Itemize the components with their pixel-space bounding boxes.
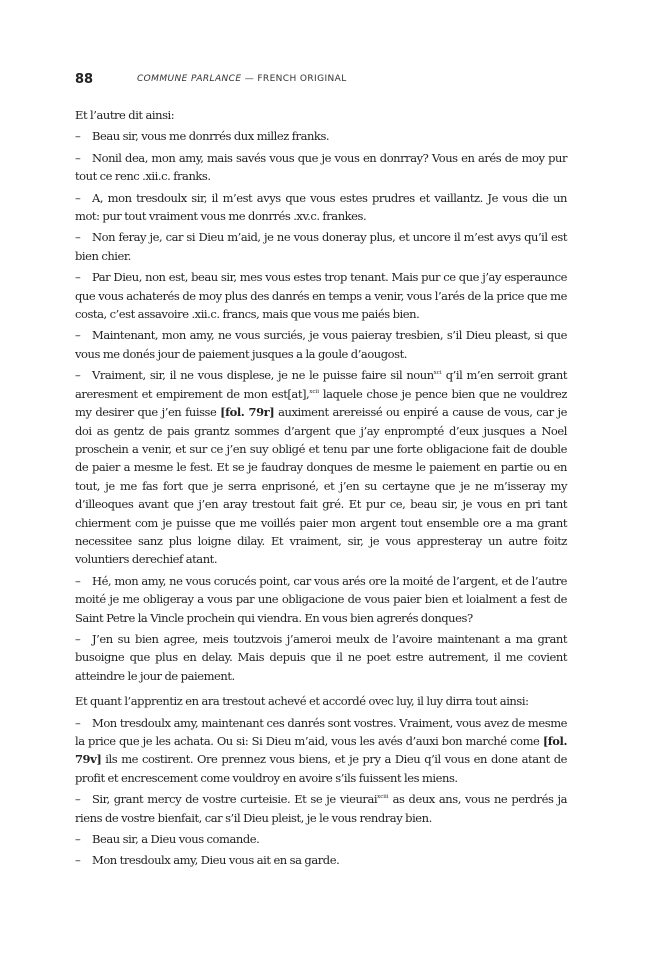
dialogue-dash: – [75, 230, 81, 245]
dialogue-line [75, 714, 567, 788]
dialogue-text: Hé, mon amy, ne vous corucés point, car vous arés ore la moité de l’argent, et de l’autre moité je me obligeray a vous par une obligacione de vous paier bien et loialment a fest de Saint Petre la Vincle prochein qui viendra. En vous bien agrerés donques? [75, 573, 567, 625]
dialogue-line [75, 127, 567, 145]
dialogue-text: auximent arereissé ou enpiré a cause de vous, car je doi as gentz de pais grantz sommes d’argent que j’ay enprompté d’eux jusques a Noel proschein a venir, et sur ce j’en suy obligé et tenu par une forte obligacione fait de double de paier a mesme le fest. Et se je faudray donques de mesme le paiement en partie ou en tout, je me fas fort que je serra enprisoné, et j’en su certayne que je ne m’isseray my d’illeoques avant que j’en aray trestout fait gré. Et pur ce, beau sir, je vous en pri tant chierment com je puisse que me voillés paier mon argent tout ensemble ore a ma grant necessitee sanz plus loigne dilay. Et vraiment, sir, je vous appresteray un autre foitz voluntiers derechief atant. [75, 405, 567, 567]
dialogue-text: Mon tresdoulx amy, Dieu vous ait en sa garde. [92, 853, 340, 868]
dialogue-line [75, 268, 567, 323]
dialogue-text: Mon tresdoulx amy, maintenant ces danrés sont vostres. Vraiment, vous avez de mesme la price que je les achata. Ou si: Si Dieu m’aid, vous les avés d’auxi bon marché come [75, 715, 567, 748]
dialogue-line [75, 572, 567, 627]
dialogue-text: Vraiment, sir, il ne vous displese, je ne le puisse faire sil noun [92, 368, 434, 383]
running-separator: — [241, 74, 258, 84]
dialogue-dash: – [75, 832, 81, 847]
dialogue-dash: – [75, 631, 81, 646]
dialogue-dash: – [75, 792, 81, 807]
folio-reference: [fol. 79r] [220, 405, 275, 420]
dialogue-text: Nonil dea, mon amy, mais savés vous que je vous en donrray? Vous en arés de moy pur tout ce renc .xii.c. franks. [75, 150, 567, 184]
page-number: 88 [75, 72, 94, 87]
dialogue-line [75, 149, 567, 186]
dialogue-line [75, 851, 567, 869]
dialogue-dash: – [75, 853, 81, 868]
dialogue-dash: – [75, 573, 81, 588]
running-head [137, 74, 347, 84]
dialogue-text: J’en su bien agree, meis toutzvois j’ameroi meulx de l’avoire maintenant a ma grant busoigne que plus en delay. Mais depuis que il ne poet estre autrement, il me covient atteindre le jour de paiement. [75, 631, 567, 683]
paragraph-text: Et l’autre dit ainsi: [75, 108, 175, 122]
dialogue-dash: – [75, 328, 81, 343]
dialogue-dash: – [75, 190, 81, 205]
dialogue-text: Sir, grant mercy de vostre curteisie. Et se je vieurai [92, 792, 378, 807]
dialogue-text: Beau sir, a Dieu vous comande. [92, 832, 260, 847]
dialogue-dash: – [75, 129, 81, 144]
dialogue-line [75, 790, 567, 827]
dialogue-text: Par Dieu, non est, beau sir, mes vous estes trop tenant. Mais pur ce que j’ay esperaunce que vous achaterés de moy plus des danrés en temps a venir, vous l’arés de la price que me costa, c’est assavoire .xii.c. francs, mais que vous me paiés bien. [75, 270, 567, 322]
narrative-paragraph [75, 106, 567, 124]
dialogue-line [75, 189, 567, 226]
dialogue-dash: – [75, 715, 81, 730]
footnote-marker: xcii [309, 388, 319, 395]
page-body [75, 106, 567, 873]
dialogue-text: laquele chose je pence bien que ne vouldrez my desirer que j’en fuisse [75, 386, 568, 420]
dialogue-text: Non feray je, car si Dieu m’aid, je ne vous doneray plus, et uncore il m’est avys qu’il est bien chier. [75, 230, 567, 263]
dialogue-text: Beau sir, vous me donrrés dux millez franks. [92, 129, 330, 144]
dialogue-line [75, 366, 567, 568]
dialogue-line [75, 830, 567, 848]
dialogue-dash: – [75, 270, 81, 285]
dialogue-text: q’il m’en serroit grant areresment et empirement de mon est[at], [75, 368, 568, 401]
dialogue-text: Maintenant, mon amy, ne vous surciés, je vous paieray tresbien, s’il Dieu pleast, si que vous me donés jour de paiement jusques a la goule d’aougost. [75, 328, 567, 361]
dialogue-line [75, 630, 567, 685]
dialogue-dash: – [75, 150, 81, 165]
running-subtitle: FRENCH ORIGINAL [257, 74, 347, 84]
paragraph-text: Et quant l’apprentiz en ara trestout achevé et accordé ovec luy, il luy dirra tout ainsi: [75, 694, 529, 709]
narrative-paragraph [75, 692, 567, 710]
dialogue-line [75, 326, 567, 363]
dialogue-text: A, mon tresdoulx sir, il m’est avys que vous estes prudres et vaillantz. Je vous die un mot: pur tout vraiment vous me donrrés .xv.c. frankes. [75, 190, 567, 224]
footnote-marker: xciii [377, 794, 389, 801]
footnote-marker: xci [433, 370, 442, 377]
dialogue-text: ils me costirent. Ore prennez vous biens, et je pry a Dieu q’il vous en done atant de profit et encrescement come vouldroy en avoire s’ils fuissent les miens. [75, 752, 567, 785]
page-header [75, 72, 650, 90]
running-title: COMMUNE PARLANCE [137, 74, 242, 84]
dialogue-dash: – [75, 368, 81, 383]
dialogue-text: as deux ans, vous ne perdrés ja riens de vostre bienfait, car s’il Dieu pleist, je le vous rendray bien. [75, 792, 567, 825]
folio-reference: [fol. 79v] [75, 734, 567, 767]
dialogue-line [75, 228, 567, 265]
